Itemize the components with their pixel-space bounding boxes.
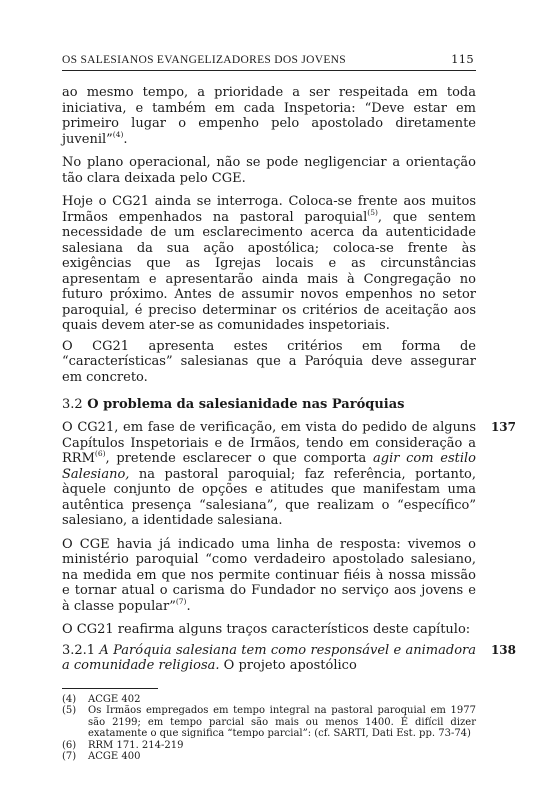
footnote-text: ACGE 402 bbox=[88, 693, 141, 705]
paragraph-5 bbox=[62, 420, 516, 529]
section-heading bbox=[62, 397, 476, 412]
footnote-item bbox=[62, 751, 476, 763]
footnote-text: RRM 171. 214-219 bbox=[88, 739, 184, 751]
paragraph-3-text-b: , que sentem necessidade de um esclarecimento acerca da autenticidade salesiana da sua ação apostólica; coloca-se frente às exigências que as Igrejas locais e as circunstâncias apresentam e apresentarão ainda mais à Congregação no futuro próximo. Antes de assumir novos empenhos no setor paroquial, é preciso determinar os critérios de aceitação aos quais devem ater-se as comunidades inspetoriais. bbox=[62, 209, 476, 333]
footnote-divider bbox=[62, 688, 158, 689]
paragraph-1 bbox=[62, 85, 476, 147]
paragraph-2: No plano operacional, não se pode negligenciar a orientação tão clara deixada pelo CGE. bbox=[62, 155, 476, 186]
paragraph-8 bbox=[62, 642, 516, 674]
document-page bbox=[62, 52, 516, 763]
footnote-ref-5[interactable]: (5) bbox=[367, 207, 378, 217]
section-number: 3.2 bbox=[62, 397, 83, 412]
footnote-number: (4) bbox=[62, 693, 77, 705]
footnote-item bbox=[62, 740, 476, 752]
margin-number-137: 137 bbox=[490, 420, 516, 434]
paragraph-4: O CG21 apresenta estes critérios em forma de “características” salesianas que a Paróquia deve assegurar em concreto. bbox=[62, 338, 476, 385]
paragraph-6 bbox=[62, 537, 476, 615]
subsection-title: A Paróquia salesiana tem como responsável e animadora a comunidade religiosa. bbox=[62, 642, 476, 673]
footnote-item bbox=[62, 705, 476, 740]
running-header bbox=[62, 52, 476, 71]
paragraph-5-text-c: na pastoral paroquial; faz referência, portanto, àquele conjunto de opções e atitudes que manifestam uma autêntica presença “salesiana”, que realizam o “específico” salesiano, a identidade salesiana. bbox=[62, 466, 476, 528]
section-title: O problema da salesianidade nas Paróquias bbox=[87, 397, 405, 412]
paragraph-6-text: O CGE havia já indicado uma linha de resposta: vivemos o ministério paroquial “como verdadeiro apostolado salesiano, na medida em que nos permite continuar fiéis à nossa missão e tornar atual o carisma do Fundador no serviço aos jovens e à classe popular” bbox=[62, 536, 476, 614]
paragraph-6-end: . bbox=[186, 598, 191, 614]
footnote-ref-7[interactable]: (7) bbox=[175, 596, 187, 606]
footnote-text: ACGE 400 bbox=[88, 751, 141, 762]
subsection-number: 3.2.1 bbox=[62, 642, 96, 658]
margin-number-138: 138 bbox=[490, 642, 516, 657]
paragraph-5-text-a: O CG21, em fase de verificação, em vista do pedido de alguns Capítulos Inspetoriais e de Irmãos, tendo em consideração a RRM bbox=[62, 420, 476, 466]
paragraph-7: O CG21 reafirma alguns traços característicos deste capítulo: bbox=[62, 622, 471, 637]
paragraph-3 bbox=[62, 194, 476, 334]
footnotes bbox=[62, 694, 476, 763]
footnote-text: Os Irmãos empregados em tempo integral na pastoral paroquial em 1977 são 2199; em tempo parcial são mais ou menos 1400. É difícil dizer exatamente o que significa “tempo parcial”: (cf. SARTI, Dati Est. pp. 73-74) bbox=[88, 705, 476, 739]
page-number: 115 bbox=[451, 52, 474, 66]
footnote-number: (7) bbox=[62, 751, 77, 762]
footnote-number: (5) bbox=[62, 705, 77, 716]
footnote-ref-4[interactable]: (4) bbox=[112, 129, 124, 139]
paragraph-1-end: . bbox=[123, 131, 128, 147]
footnote-item bbox=[62, 694, 476, 706]
footnote-number: (6) bbox=[62, 739, 77, 751]
footnote-ref-6[interactable]: (6) bbox=[94, 449, 106, 458]
paragraph-5-emphasis: agir com estilo Salesiano, bbox=[62, 451, 476, 482]
paragraph-5-text-b: , pretende esclarecer o que comporta bbox=[105, 451, 373, 466]
running-title: OS SALESIANOS EVANGELIZADORES DOS JOVENS bbox=[62, 54, 346, 66]
paragraph-8-text: O projeto apostólico bbox=[219, 658, 357, 673]
paragraph-1-text: ao mesmo tempo, a prioridade a ser respeitada em toda iniciativa, e também em cada Inspetoria: “Deve estar em primeiro lugar o empenho pelo apostolado diretamente juvenil” bbox=[62, 85, 476, 147]
paragraph-3-text-a: Hoje o CG21 ainda se interroga. Coloca-se frente aos muitos Irmãos empenhados na pastoral paroquial bbox=[62, 194, 476, 225]
